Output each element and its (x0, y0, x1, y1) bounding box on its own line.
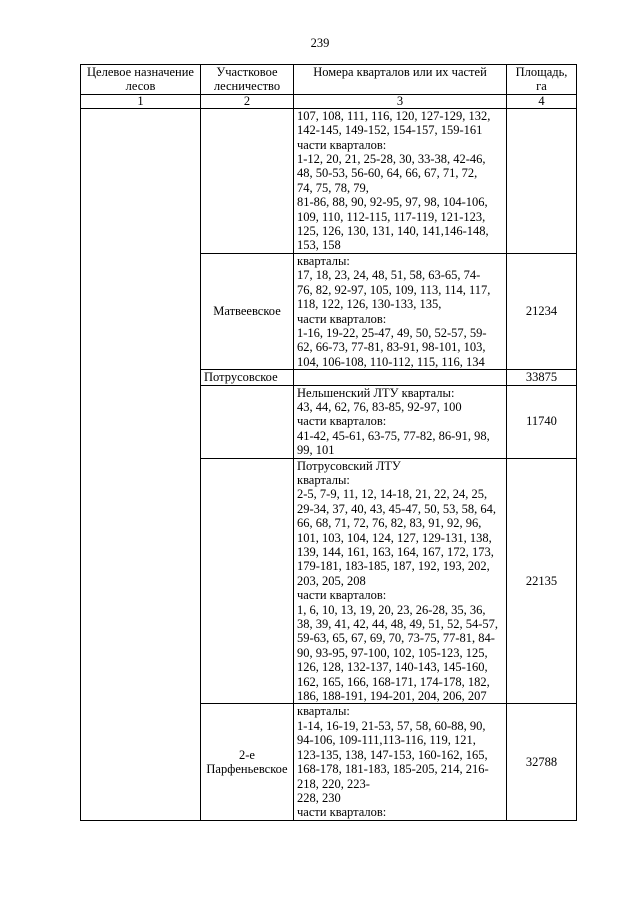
quarters-line: 168-178, 181-183, 185-205, 214, 216- (297, 762, 489, 777)
header-row (81, 65, 577, 95)
quarters-line: 43, 44, 62, 76, 83-85, 92-97, 100 (297, 399, 462, 414)
quarters-line: 59-63, 65, 67, 69, 70, 73-75, 77-81, 84- (297, 631, 495, 646)
quarters-line: кварталы: (297, 472, 350, 487)
quarters-line: 101, 103, 104, 124, 127, 129-131, 138, (297, 530, 492, 545)
quarters-cell (294, 704, 507, 820)
quarters-line: 2-5, 7-9, 11, 12, 14-18, 21, 22, 24, 25, (297, 487, 488, 502)
district-cell: Матвеевское (201, 253, 294, 369)
quarters-line: 179-181, 183-185, 187, 192, 193, 202, (297, 559, 490, 574)
area-cell: 21234 (507, 253, 577, 369)
quarters-line: 1-16, 19-22, 25-47, 49, 50, 52-57, 59- (297, 325, 487, 340)
table-row (81, 108, 577, 253)
area-cell (507, 108, 577, 253)
quarters-line: 90, 93-95, 97-100, 102, 105-123, 125, (297, 645, 488, 660)
quarters-line: 218, 220, 223- (297, 776, 370, 791)
area-cell: 32788 (507, 704, 577, 820)
district-cell (201, 458, 294, 704)
district-cell (201, 385, 294, 458)
quarters-line: 125, 126, 130, 131, 140, 141,146-148, (297, 224, 489, 239)
quarters-line: 228, 230 (297, 790, 341, 805)
quarters-line: 29-34, 37, 40, 43, 45-47, 50, 53, 58, 64, (297, 501, 496, 516)
quarters-cell (294, 253, 507, 369)
quarters-line: 1-12, 20, 21, 25-28, 30, 33-38, 42-46, (297, 152, 486, 167)
header-purpose: Целевое назначение лесов (81, 65, 201, 95)
quarters-line: Потрусовский ЛТУ (297, 458, 401, 473)
quarters-line: 17, 18, 23, 24, 48, 51, 58, 63-65, 74- (297, 268, 481, 283)
quarters-line: 38, 39, 41, 42, 44, 48, 49, 51, 52, 54-57, (297, 617, 499, 632)
quarters-line: 74, 75, 78, 79, (297, 180, 369, 195)
quarters-line: 48, 50-53, 56-60, 64, 66, 67, 71, 72, (297, 166, 478, 181)
header-area: Площадь, га (507, 65, 577, 95)
quarters-line: 99, 101 (297, 443, 335, 458)
quarters-line: 186, 188-191, 194-201, 204, 206, 207 (297, 689, 487, 704)
column-number: 3 (294, 94, 507, 108)
quarters-line: 81-86, 88, 90, 92-95, 97, 98, 104-106, (297, 195, 488, 210)
column-number-row (81, 94, 577, 108)
quarters-line: 94-106, 109-111,113-116, 119, 121, (297, 733, 476, 748)
quarters-line: 203, 205, 208 (297, 573, 366, 588)
quarters-line: части кварталов: (297, 137, 387, 152)
quarters-line: 76, 82, 92-97, 105, 109, 113, 114, 117, (297, 282, 491, 297)
header-district: Участковое лесничество (201, 65, 294, 95)
quarters-line: части кварталов: (297, 805, 387, 820)
quarters-line: 162, 165, 166, 168-171, 174-178, 182, (297, 674, 490, 689)
quarters-line: кварталы: (297, 253, 350, 268)
quarters-line: 126, 128, 132-137, 140-143, 145-160, (297, 660, 488, 675)
quarters-line: 62, 66-73, 77-81, 83-91, 98-101, 103, (297, 340, 486, 355)
quarters-line: 118, 122, 126, 130-133, 135, (297, 297, 442, 312)
forest-quarters-table (80, 64, 577, 821)
column-number: 2 (201, 94, 294, 108)
column-number: 4 (507, 94, 577, 108)
quarters-cell (294, 370, 507, 385)
quarters-line: 109, 110, 112-115, 117-119, 121-123, (297, 209, 486, 224)
quarters-line: части кварталов: (297, 588, 387, 603)
district-cell (201, 704, 294, 820)
quarters-line: Нельшенский ЛТУ кварталы: (297, 385, 455, 400)
quarters-line: 66, 68, 71, 72, 76, 82, 83, 91, 92, 96, (297, 516, 482, 531)
quarters-line: 153, 158 (297, 238, 341, 253)
quarters-cell (294, 458, 507, 704)
quarters-line: 1-14, 16-19, 21-53, 57, 58, 60-88, 90, (297, 718, 486, 733)
area-cell: 33875 (507, 370, 577, 385)
quarters-line: 123-135, 138, 147-153, 160-162, 165, (297, 747, 488, 762)
quarters-line: 139, 144, 161, 163, 164, 167, 172, 173, (297, 545, 494, 559)
district-cell: Потрусовское (201, 370, 294, 385)
quarters-cell (294, 385, 507, 458)
district-name-line: Парфеньевское (206, 762, 288, 777)
quarters-line: части кварталов: (297, 414, 387, 429)
quarters-line: 41-42, 45-61, 63-75, 77-82, 86-91, 98, (297, 428, 490, 443)
area-cell: 11740 (507, 385, 577, 458)
quarters-cell (294, 108, 507, 253)
quarters-line: кварталы: (297, 704, 350, 719)
page-number: 239 (310, 36, 330, 50)
header-quarters: Номера кварталов или их частей (294, 65, 507, 95)
column-number: 1 (81, 94, 201, 108)
district-cell (201, 108, 294, 253)
quarters-line: 104, 106-108, 110-112, 115, 116, 134 (297, 354, 485, 369)
quarters-line: 1, 6, 10, 13, 19, 20, 23, 26-28, 35, 36, (297, 602, 486, 617)
district-name-line: 2-е (239, 747, 255, 762)
purpose-cell (81, 108, 201, 820)
quarters-line: 107, 108, 111, 116, 120, 127-129, 132, (297, 108, 491, 123)
area-cell: 22135 (507, 458, 577, 704)
quarters-line: 142-145, 149-152, 154-157, 159-161 (297, 123, 483, 138)
quarters-line: части кварталов: (297, 311, 387, 326)
